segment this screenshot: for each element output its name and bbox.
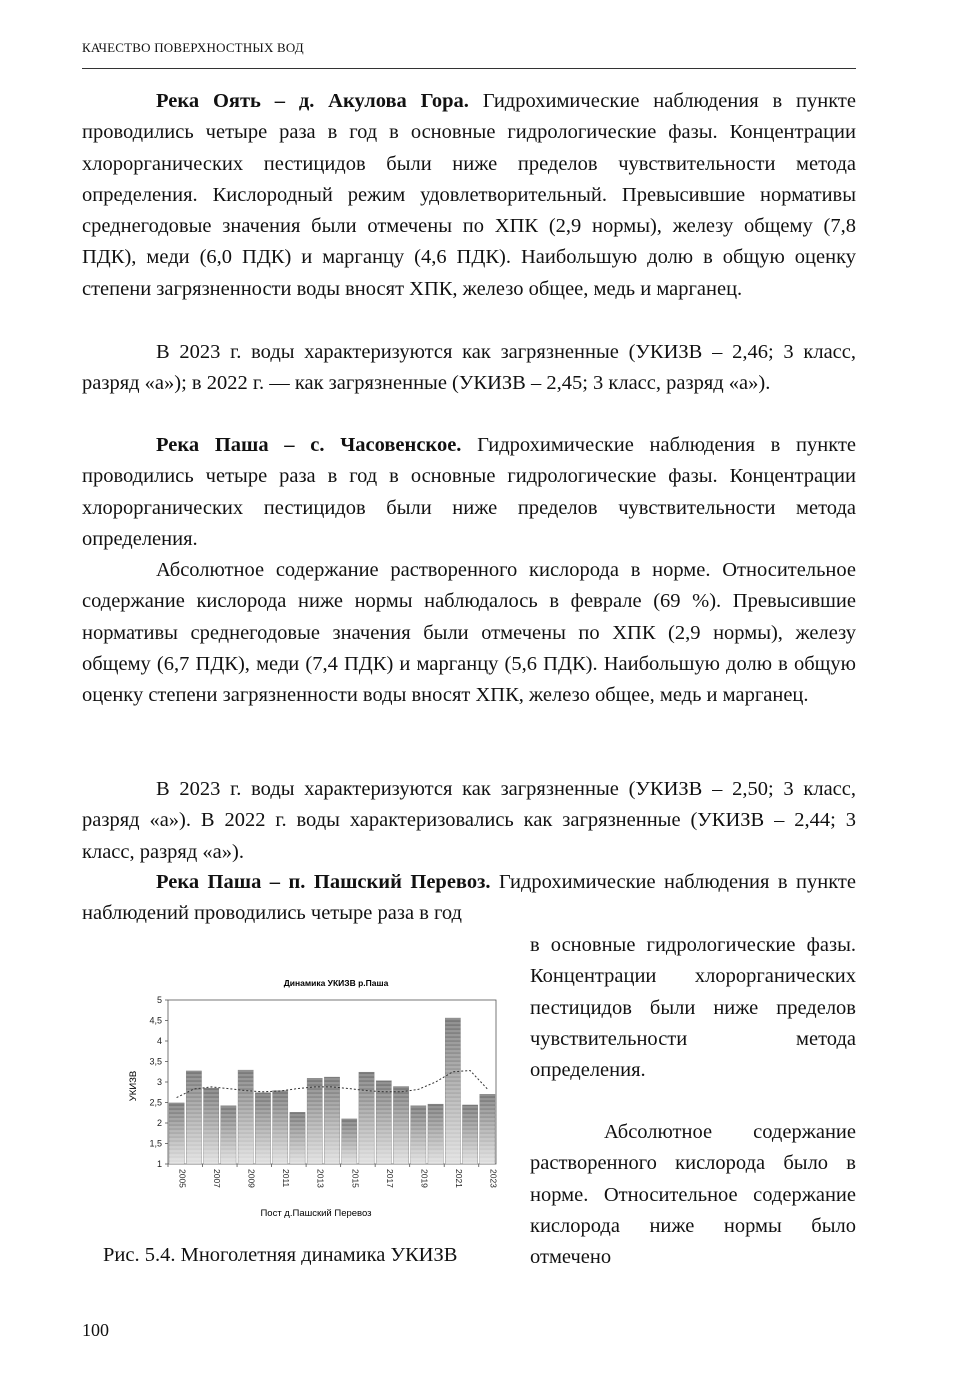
header-rule: [82, 68, 856, 69]
x-tick-label: 2023: [488, 1169, 499, 1188]
bar-texture-2014: [324, 1077, 339, 1164]
x-tick-label: 2021: [453, 1169, 464, 1188]
paragraph-pasha-title: Река Паша – с. Часовенское.: [156, 434, 462, 456]
paragraph-oyat: [82, 86, 856, 305]
chart-title: Динамика УКИЗВ р.Паша: [283, 978, 389, 988]
chart-x-axis-label: Пост д.Пашский Перевоз: [260, 1208, 372, 1219]
bar-texture-2016: [359, 1072, 374, 1164]
paragraph-oyat-text: Гидрохимические наблюдения в пункте проводились четыре раза в год в основные гидрологические фазы. Концентрации хлорорганических пестицидов были ниже пределов чувствительности метода определения. Кислородный режим удовлетворительный. Превысившие нормативы среднегодовые значения были отмечены по ХПК (2,9 нормы), железу общему (7,8 ПДК), меди (6,0 ПДК) и марганцу (4,6 ПДК). Наибольшую долю в общую оценку степени загрязненности воды вносят ХПК, железо общее, медь и марганец.: [82, 90, 856, 300]
right-column-text-2-body: Абсолютное содержание растворенного кислорода было в норме. Относительное содержание кислорода ниже нормы было отмечено: [530, 1121, 856, 1269]
x-tick-label: 2005: [177, 1169, 188, 1188]
running-header: КАЧЕСТВО ПОВЕРХНОСТНЫХ ВОД: [82, 40, 304, 55]
paragraph-pasha-perevoz: [82, 867, 856, 930]
y-tick-label: 2,5: [149, 1097, 162, 1108]
bar-texture-2015: [342, 1119, 357, 1164]
bar-texture-2012: [290, 1112, 305, 1164]
x-tick-label: 2007: [212, 1169, 223, 1188]
chart-y-axis-label: УКИЗВ: [128, 1070, 139, 1102]
bar-texture-2020: [428, 1104, 443, 1164]
bar-texture-2022: [462, 1105, 477, 1164]
y-tick-label: 1: [156, 1159, 162, 1169]
paragraph-pasha-chasovenskoe: [82, 430, 856, 555]
bar-texture-2007: [204, 1088, 219, 1164]
chart-plot-area: [149, 995, 498, 1188]
y-tick-label: 2: [156, 1118, 162, 1128]
paragraph-perevoz-text: Гидрохимические наблюдения в пункте наблюдений проводились четыре раза в год: [82, 871, 856, 925]
y-tick-label: 3,5: [149, 1056, 162, 1067]
page-number: 100: [82, 1320, 109, 1340]
paragraph-pasha-text: Гидрохимические наблюдения в пункте проводились четыре раза в год в основные гидрологические фазы. Концентрации хлорорганических пестицидов были ниже пределов чувствительности метода определения.: [82, 434, 856, 550]
right-column-text-2: [530, 1117, 856, 1273]
paragraph-perevoz-title: Река Паша – п. Пашский Перевоз.: [156, 871, 491, 893]
bar-texture-2023: [480, 1094, 495, 1164]
y-tick-label: 4: [156, 1036, 162, 1046]
y-tick-label: 3: [156, 1077, 162, 1087]
paragraph-oyat-ukizv-text: В 2023 г. воды характеризуются как загрязненные (УКИЗВ – 2,46; 3 класс, разряд «а»); в 2022 г. — как загрязненные (УКИЗВ – 2,45; 3 класс, разряд «а»).: [82, 341, 856, 395]
bar-texture-2013: [307, 1078, 322, 1164]
bar-texture-2009: [238, 1070, 253, 1164]
bar-texture-2018: [393, 1087, 408, 1164]
right-column-text-1: в основные гидрологические фазы. Концентрации хлорорганических пестицидов были ниже пределов чувствительности метода определения.: [530, 934, 856, 1082]
y-tick-label: 4,5: [149, 1015, 162, 1026]
x-tick-label: 2009: [246, 1169, 257, 1188]
paragraph-pasha-ukizv: [82, 774, 856, 868]
x-tick-label: 2011: [281, 1169, 292, 1188]
bar-texture-2005: [169, 1103, 184, 1164]
paragraph-pasha-ukizv-text: В 2023 г. воды характеризуются как загрязненные (УКИЗВ – 2,50; 3 класс, разряд «а»). В 2022 г. воды характеризовались как загрязненные (УКИЗВ – 2,44; 3 класс, разряд «а»).: [82, 778, 856, 863]
y-tick-label: 1,5: [149, 1138, 162, 1149]
x-tick-label: 2013: [315, 1169, 326, 1188]
x-tick-label: 2015: [350, 1169, 361, 1188]
bar-texture-2017: [376, 1081, 391, 1164]
bar-texture-2019: [411, 1106, 426, 1164]
ukizv-chart: [112, 970, 512, 1230]
bar-texture-2006: [186, 1071, 201, 1164]
paragraph-oyat-title: Река Оять – д. Акулова Гора.: [156, 90, 469, 112]
paragraph-oxygen-text: Абсолютное содержание растворенного кислорода в норме. Относительное содержание кислорода ниже нормы наблюдалось в феврале (69 %). Превысившие нормативы среднегодовые значения были отмечены по ХПК (2,9 нормы), железу общему (6,7 ПДК), меди (7,4 ПДК) и марганцу (5,6 ПДК). Наибольшую долю в общую оценку степени загрязненности воды вносят ХПК, железо общее, медь и марганец.: [82, 559, 856, 707]
paragraph-oxygen: [82, 555, 856, 711]
figure-caption: Рис. 5.4. Многолетняя динамика УКИЗВ: [103, 1244, 458, 1266]
bar-texture-2010: [255, 1093, 270, 1164]
x-tick-label: 2019: [419, 1169, 430, 1188]
paragraph-oyat-ukizv: [82, 337, 856, 400]
y-tick-label: 5: [156, 995, 162, 1005]
bar-texture-2011: [273, 1091, 288, 1164]
bar-texture-2008: [221, 1106, 236, 1164]
x-tick-label: 2017: [384, 1169, 395, 1188]
bar-texture-2021: [445, 1018, 460, 1164]
